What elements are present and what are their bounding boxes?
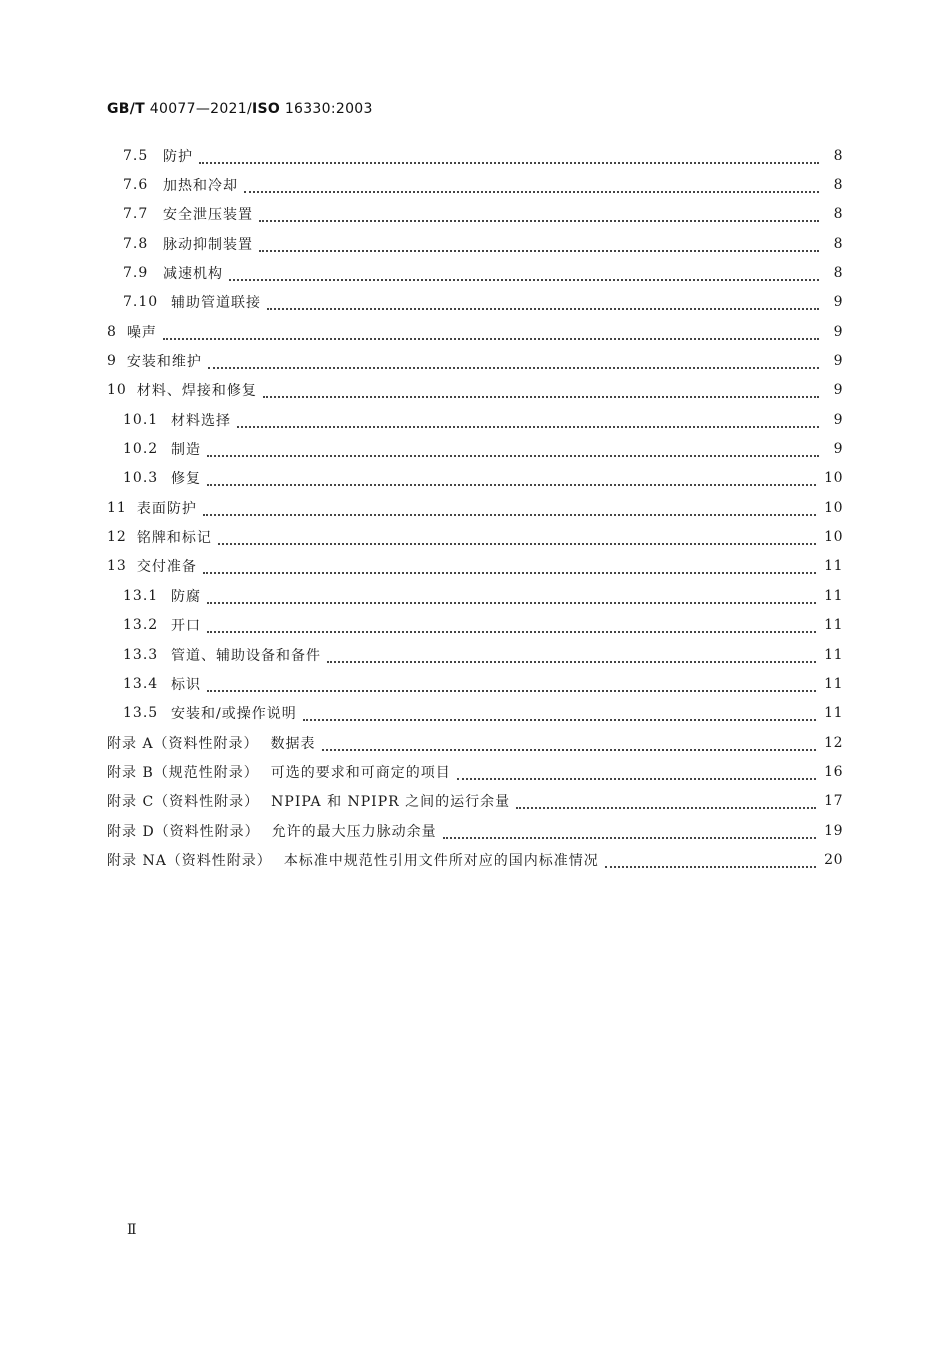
toc-entry-title: 交付准备: [136, 559, 197, 576]
toc-entry-number: 13.1: [123, 587, 159, 604]
toc-entry-page: 11: [824, 705, 843, 722]
toc-entry-title: 材料、焊接和修复: [136, 383, 257, 400]
toc-entry-page: 20: [824, 851, 843, 868]
toc-entry-page: 16: [824, 763, 843, 780]
toc-entry[interactable]: [107, 581, 843, 610]
toc-entry-number: 10.2: [123, 441, 159, 458]
toc-entry-title: 数据表: [270, 735, 316, 752]
toc-entry-title: NPIPA 和 NPIPR 之间的运行余量: [271, 794, 511, 811]
toc-entry-title: 噪声: [126, 324, 157, 341]
toc-entry-page: 17: [824, 793, 843, 810]
toc-entry-number: 13.4: [123, 675, 159, 692]
toc-entry-number: 8: [107, 323, 117, 340]
toc-entry[interactable]: [107, 200, 843, 229]
toc-entry-number: 7.6: [123, 177, 149, 194]
toc-entry[interactable]: [107, 434, 843, 463]
table-of-contents: [107, 141, 843, 875]
toc-dot-leader: [207, 445, 819, 457]
toc-entry-page: 10: [824, 499, 843, 516]
toc-entry-number: 附录 D（资料性附录）: [107, 823, 260, 840]
iso-label: ISO: [251, 101, 281, 117]
toc-entry-title: 管道、辅助设备和备件: [171, 647, 321, 664]
toc-entry[interactable]: [107, 669, 843, 698]
standard-code: GB/T: [107, 101, 146, 117]
toc-dot-leader: [229, 269, 819, 281]
toc-entry-number: 13: [107, 558, 127, 575]
toc-entry-title: 修复: [171, 471, 201, 488]
toc-entry-number: 11: [107, 499, 127, 516]
toc-entry-page: 9: [833, 294, 843, 311]
toc-dot-leader: [207, 621, 816, 633]
toc-entry-number: 12: [107, 529, 127, 546]
toc-entry-number: 附录 B（规范性附录）: [107, 764, 259, 781]
toc-entry[interactable]: [107, 552, 843, 581]
toc-entry-number: 13.2: [123, 617, 159, 634]
page-number: Ⅱ: [127, 1222, 137, 1238]
toc-entry-title: 开口: [171, 618, 201, 635]
toc-entry-title: 铭牌和标记: [136, 530, 212, 547]
toc-dot-leader: [208, 357, 819, 369]
toc-entry-page: 9: [833, 353, 843, 370]
toc-entry[interactable]: [107, 699, 843, 728]
toc-dot-leader: [263, 386, 819, 398]
toc-entry-title: 辅助管道联接: [171, 295, 261, 312]
toc-entry[interactable]: [107, 229, 843, 258]
toc-entry-title: 防腐: [171, 588, 201, 605]
toc-dot-leader: [267, 298, 819, 310]
toc-dot-leader: [207, 592, 816, 604]
toc-entry[interactable]: [107, 141, 843, 170]
toc-entry-page: 8: [833, 177, 843, 194]
toc-entry-title: 防护: [163, 148, 193, 165]
toc-entry-page: 8: [833, 206, 843, 223]
toc-dot-leader: [303, 709, 816, 721]
toc-entry-number: 7.7: [123, 206, 149, 223]
toc-entry-number: 13.3: [123, 646, 159, 663]
toc-dot-leader: [163, 328, 819, 340]
toc-entry[interactable]: [107, 376, 843, 405]
toc-entry-page: 11: [824, 587, 843, 604]
toc-dot-leader: [207, 474, 816, 486]
toc-entry[interactable]: [107, 288, 843, 317]
toc-entry[interactable]: [107, 170, 843, 199]
toc-entry[interactable]: [107, 317, 843, 346]
toc-entry-number: 13.5: [123, 705, 159, 722]
toc-entry-title: 标识: [171, 676, 201, 693]
toc-entry-page: 11: [824, 617, 843, 634]
toc-entry-page: 11: [824, 558, 843, 575]
toc-entry-number: 7.8: [123, 235, 149, 252]
toc-dot-leader: [244, 181, 819, 193]
toc-dot-leader: [237, 416, 819, 428]
toc-entry-number: 10.1: [123, 411, 159, 428]
toc-entry-page: 12: [824, 734, 843, 751]
toc-entry-page: 9: [833, 323, 843, 340]
toc-entry-number: 7.10: [123, 294, 159, 311]
toc-entry-page: 11: [824, 675, 843, 692]
toc-entry-page: 8: [833, 235, 843, 252]
toc-entry-number: 9: [107, 353, 117, 370]
toc-entry-number: 7.5: [123, 147, 149, 164]
toc-entry-number: 10: [107, 382, 127, 399]
toc-entry-page: 9: [833, 441, 843, 458]
toc-dot-leader: [259, 240, 819, 252]
toc-entry-title: 加热和冷却: [163, 178, 238, 195]
toc-entry-number: 附录 C（资料性附录）: [107, 794, 260, 811]
toc-entry[interactable]: [107, 464, 843, 493]
toc-entry-page: 19: [824, 822, 843, 839]
document-header: [107, 101, 373, 117]
toc-dot-leader: [199, 152, 819, 164]
toc-entry-title: 表面防护: [136, 500, 197, 517]
toc-entry[interactable]: [107, 816, 843, 845]
toc-entry-number: 附录 NA（资料性附录）: [107, 852, 272, 869]
toc-entry-number: 附录 A（资料性附录）: [107, 735, 259, 752]
toc-entry-page: 11: [824, 646, 843, 663]
toc-entry-number: 10.3: [123, 470, 159, 487]
toc-entry[interactable]: [107, 493, 843, 522]
toc-entry[interactable]: [107, 787, 843, 816]
toc-entry-page: 8: [833, 265, 843, 282]
toc-dot-leader: [443, 827, 816, 839]
toc-entry[interactable]: [107, 522, 843, 551]
toc-entry-page: 9: [833, 411, 843, 428]
toc-dot-leader: [457, 768, 816, 780]
toc-dot-leader: [327, 651, 816, 663]
toc-entry-number: 7.9: [123, 265, 149, 282]
toc-entry-title: 脉动抑制装置: [163, 236, 253, 253]
toc-dot-leader: [207, 680, 816, 692]
toc-entry-title: 可选的要求和可商定的项目: [270, 764, 451, 781]
toc-entry[interactable]: [107, 845, 843, 874]
toc-entry-title: 安装和维护: [126, 354, 202, 371]
toc-dot-leader: [203, 562, 816, 574]
toc-dot-leader: [322, 739, 817, 751]
toc-entry-title: 减速机构: [163, 266, 223, 283]
toc-entry-page: 10: [824, 529, 843, 546]
toc-dot-leader: [259, 210, 819, 222]
toc-entry[interactable]: [107, 611, 843, 640]
toc-dot-leader: [605, 856, 816, 868]
toc-entry[interactable]: [107, 728, 843, 757]
toc-entry-title: 允许的最大压力脉动余量: [271, 823, 437, 840]
toc-entry[interactable]: [107, 258, 843, 287]
toc-dot-leader: [218, 533, 816, 545]
toc-entry-page: 10: [824, 470, 843, 487]
toc-dot-leader: [516, 797, 816, 809]
toc-entry-page: 9: [833, 382, 843, 399]
toc-entry-title: 安全泄压装置: [163, 207, 253, 224]
toc-entry[interactable]: [107, 757, 843, 786]
toc-entry-page: 8: [833, 147, 843, 164]
toc-entry-title: 本标准中规范性引用文件所对应的国内标准情况: [283, 852, 599, 869]
toc-entry[interactable]: [107, 346, 843, 375]
toc-entry[interactable]: [107, 640, 843, 669]
toc-entry-title: 安装和/或操作说明: [171, 706, 297, 723]
toc-dot-leader: [203, 504, 816, 516]
toc-entry[interactable]: [107, 405, 843, 434]
toc-entry-title: 制造: [171, 442, 201, 459]
toc-entry-title: 材料选择: [171, 412, 231, 429]
iso-number: 16330:2003: [280, 101, 373, 117]
standard-number: 40077—2021/: [145, 101, 252, 117]
